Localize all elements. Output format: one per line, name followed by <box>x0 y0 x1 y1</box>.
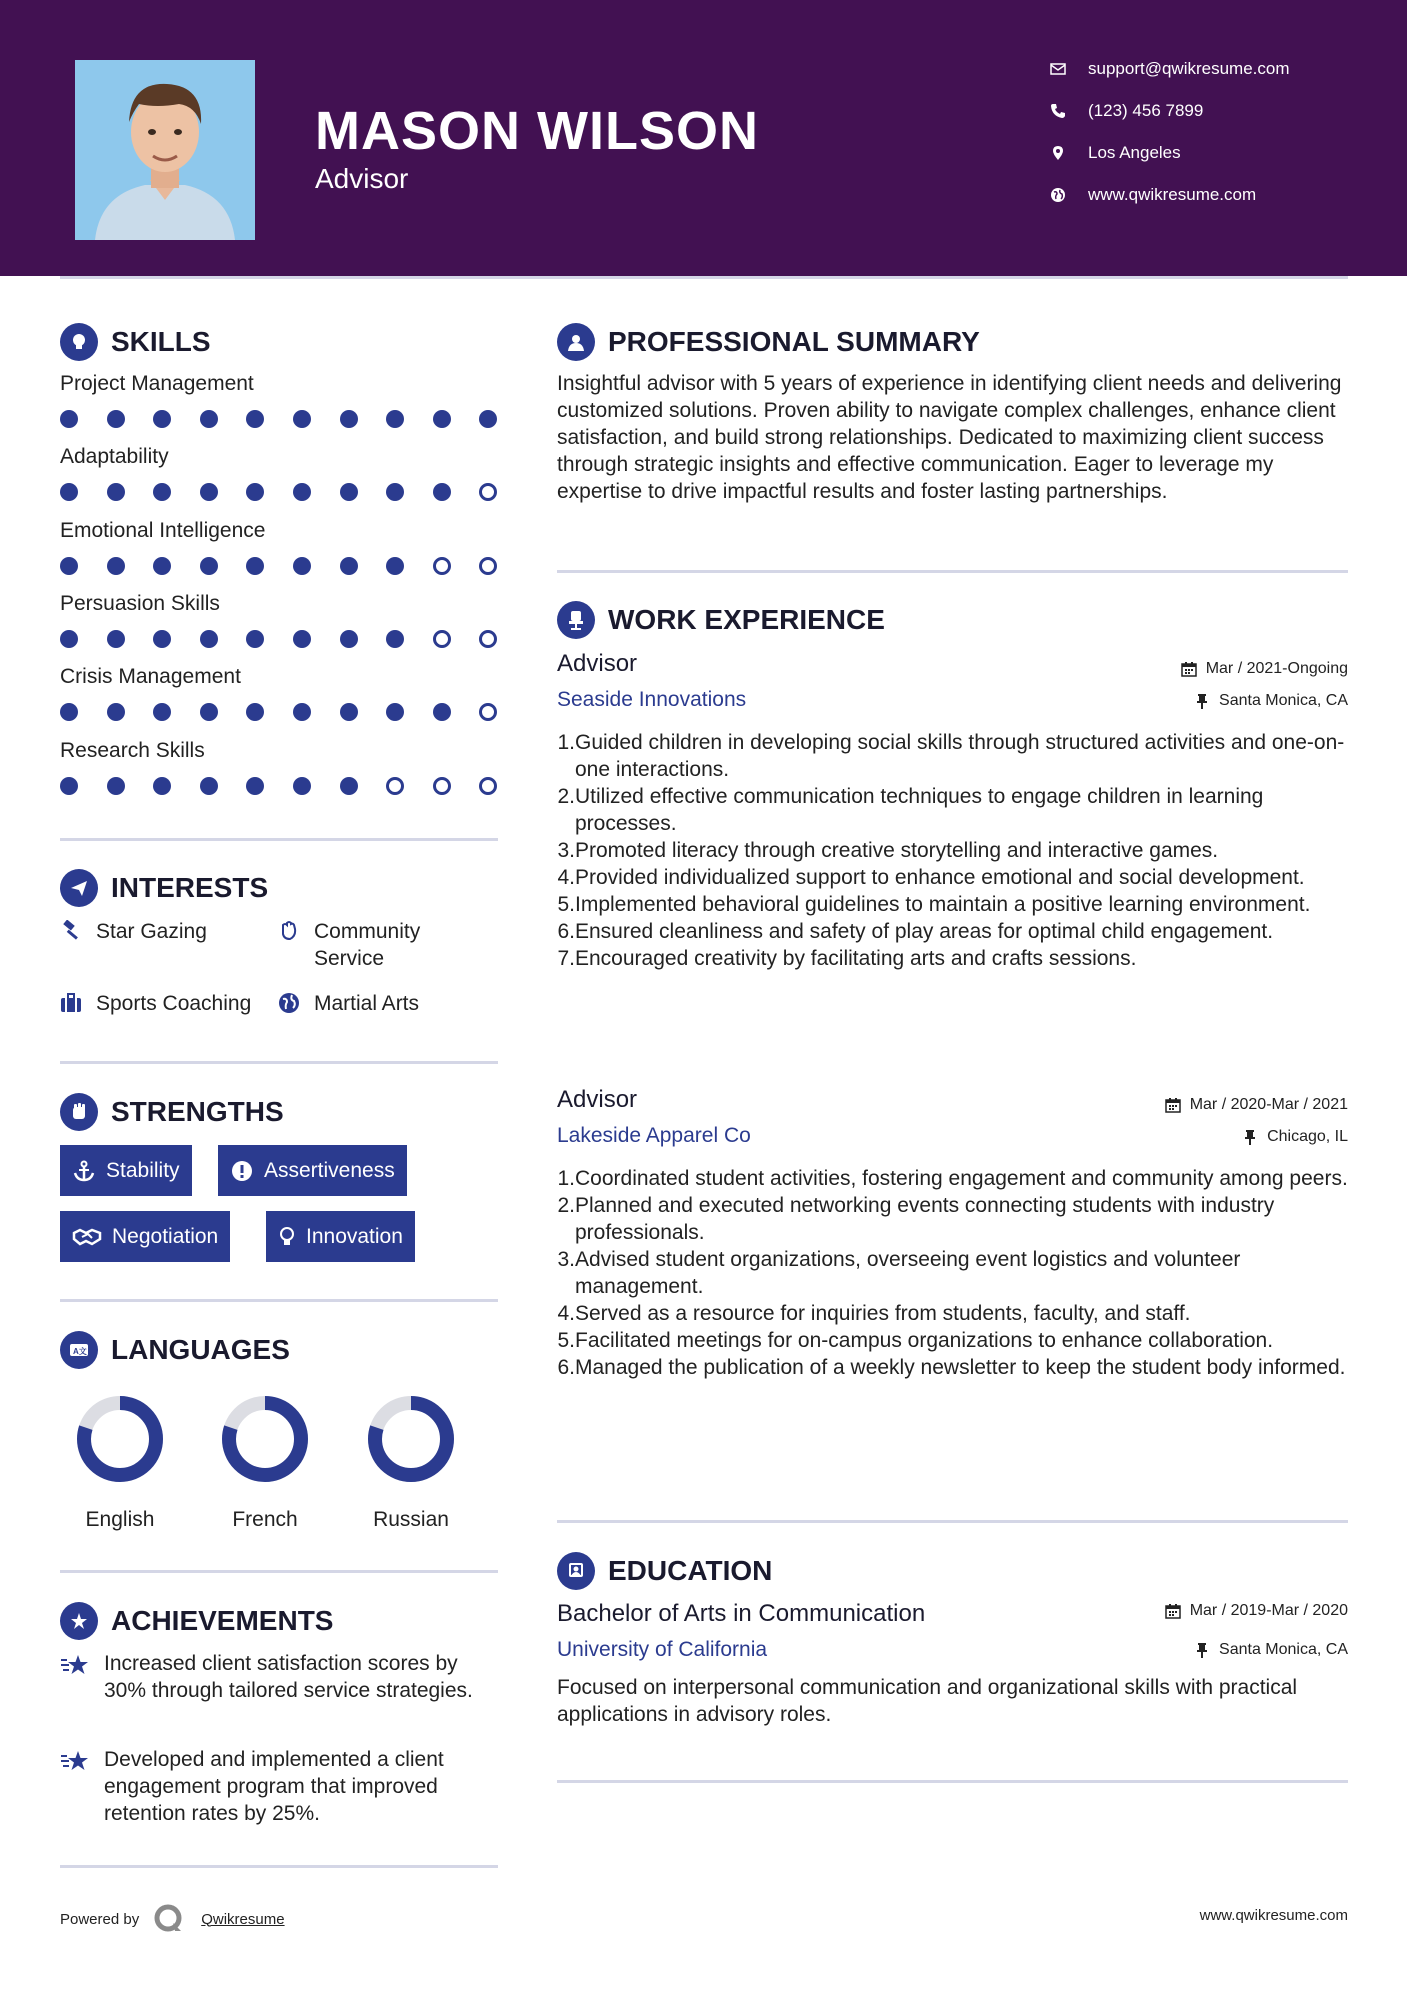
briefcase-icon <box>60 992 82 1014</box>
pushpin-icon <box>1194 693 1210 709</box>
bullet-number: 4. <box>557 1302 575 1325</box>
strengths-divider <box>60 1299 498 1302</box>
rating-dot-filled <box>107 630 125 648</box>
rating-dot-filled <box>200 630 218 648</box>
skill-label: Adaptability <box>60 445 169 468</box>
experience-heading-text: WORK EXPERIENCE <box>608 604 885 635</box>
rating-dot-filled <box>293 483 311 501</box>
footer-website[interactable]: www.qwikresume.com <box>1199 1907 1348 1924</box>
handshake-icon <box>72 1225 102 1249</box>
job-bullet <box>553 945 1353 972</box>
bullet-text: Promoted literacy through creative storytelling and interactive games. <box>575 839 1219 862</box>
bullet-number: 7. <box>557 947 575 970</box>
rating-dot-filled <box>386 703 404 721</box>
achievement-text: Developed and implemented a client engagement program that improved retention rates by 25%. <box>104 1748 444 1825</box>
profile-photo <box>75 60 255 240</box>
contact-website[interactable] <box>1050 185 1256 205</box>
achievements-heading <box>60 1602 333 1640</box>
candidate-name: MASON WILSON <box>315 101 759 161</box>
job-bullet <box>553 729 1353 783</box>
rating-dot-filled <box>200 703 218 721</box>
rating-dot-filled <box>340 777 358 795</box>
interest-item <box>60 918 207 945</box>
language-proficiency-ring <box>367 1395 455 1483</box>
user-icon <box>557 323 595 361</box>
bullet-text: Encouraged creativity by facilitating arts and crafts sessions. <box>575 947 1137 970</box>
qwikresume-logo-icon <box>153 1903 185 1935</box>
strength-label: Assertiveness <box>264 1158 395 1182</box>
bullet-number: 3. <box>557 839 575 862</box>
rating-dot-filled <box>60 410 78 428</box>
contact-email-text: support@qwikresume.com <box>1088 59 1290 78</box>
rating-dot-filled <box>386 630 404 648</box>
job-bullet <box>553 1192 1353 1246</box>
skills-heading <box>60 323 211 361</box>
bullet-text: Ensured cleanliness and safety of play areas for optimal child engagement. <box>575 920 1274 943</box>
rating-dot-filled <box>60 777 78 795</box>
strengths-heading <box>60 1093 284 1131</box>
header-divider <box>60 276 1348 279</box>
graduate-icon <box>557 1552 595 1590</box>
job-bullet <box>553 918 1353 945</box>
rating-dot-filled <box>107 777 125 795</box>
footer-powered-by <box>60 1903 285 1935</box>
achievements-heading-text: ACHIEVEMENTS <box>111 1605 334 1636</box>
rating-dot-filled <box>340 557 358 575</box>
star-badge-icon <box>60 1602 98 1640</box>
achievements-divider <box>60 1865 498 1868</box>
job-bullet <box>553 1300 1353 1327</box>
rating-dot-filled <box>107 483 125 501</box>
job-title: Advisor <box>557 650 638 677</box>
job-company: Lakeside Apparel Co <box>557 1124 751 1147</box>
interest-item <box>278 918 478 972</box>
contact-phone[interactable] <box>1050 101 1203 121</box>
rating-dot-filled <box>386 483 404 501</box>
education-degree: Bachelor of Arts in Communication <box>557 1600 926 1627</box>
summary-heading-text: PROFESSIONAL SUMMARY <box>608 326 980 357</box>
rating-dot-filled <box>153 483 171 501</box>
job-dates <box>1165 1096 1348 1114</box>
svg-text:A文: A文 <box>73 1347 87 1356</box>
job-bullets <box>553 729 1353 972</box>
summary-text: Insightful advisor with 5 years of experience in identifying client needs and delivering customized solutions. Proven ability to navigate complex challenges, enhance client satisfaction, and build strong relationships. Dedicated to maximizing client success through strategic insights and effective communication. Eager to leverage my expertise to drive impactful results and foster lasting partnerships. <box>557 372 1342 503</box>
strength-badge <box>60 1211 230 1262</box>
interests-heading-text: INTERESTS <box>111 872 269 903</box>
experience-divider <box>557 1520 1348 1523</box>
rating-dot-filled <box>60 557 78 575</box>
pushpin-icon <box>1194 1642 1210 1658</box>
bullet-number: 4. <box>557 866 575 889</box>
contact-location-text: Los Angeles <box>1088 143 1181 162</box>
interests-divider <box>60 1061 498 1064</box>
rating-dot-filled <box>340 630 358 648</box>
job-location-text: Chicago, IL <box>1267 1128 1348 1145</box>
job-dates-text: Mar / 2021-Ongoing <box>1205 660 1348 677</box>
rating-dot-filled <box>200 483 218 501</box>
strength-badge <box>60 1145 192 1196</box>
exclamation-icon <box>230 1159 254 1183</box>
rating-dot-empty <box>433 557 451 575</box>
interest-label: Star Gazing <box>96 920 207 943</box>
hand-icon <box>278 920 300 942</box>
interest-item <box>278 990 419 1017</box>
language-item <box>341 1395 481 1532</box>
paper-plane-icon <box>60 869 98 907</box>
globe-icon <box>278 992 300 1014</box>
gavel-icon <box>60 920 82 942</box>
language-label: French <box>232 1508 298 1531</box>
education-dates <box>1165 1602 1348 1620</box>
rating-dot-filled <box>200 557 218 575</box>
language-item <box>50 1395 190 1532</box>
lightbulb-icon <box>278 1225 296 1249</box>
rating-dot-filled <box>293 557 311 575</box>
job-location <box>1242 1128 1348 1146</box>
interest-label: Community Service <box>314 920 421 970</box>
bullet-number: 6. <box>557 920 575 943</box>
language-proficiency-ring <box>76 1395 164 1483</box>
rating-dot-empty <box>479 557 497 575</box>
interests-heading <box>60 869 268 907</box>
rating-dot-filled <box>433 703 451 721</box>
rating-dot-filled <box>246 410 264 428</box>
strength-badge <box>266 1211 415 1262</box>
calendar-icon <box>1165 1097 1181 1113</box>
language-icon <box>60 1331 98 1369</box>
achievement-text: Increased client satisfaction scores by 30% through tailored service strategies. <box>104 1652 473 1702</box>
achievement-item <box>60 1746 500 1827</box>
globe-icon <box>1050 187 1066 203</box>
education-heading <box>557 1552 772 1590</box>
rating-dot-empty <box>386 777 404 795</box>
candidate-title: Advisor <box>315 163 409 194</box>
language-label: English <box>85 1508 155 1531</box>
skill-label: Emotional Intelligence <box>60 519 266 542</box>
anchor-icon <box>72 1159 96 1183</box>
skill-rating <box>60 630 498 650</box>
rating-dot-filled <box>153 777 171 795</box>
shooting-star-icon <box>60 1748 92 1776</box>
rating-dot-filled <box>107 703 125 721</box>
calendar-icon <box>1165 1603 1181 1619</box>
rating-dot-filled <box>433 410 451 428</box>
rating-dot-filled <box>479 410 497 428</box>
language-label: Russian <box>373 1508 449 1531</box>
bullet-number: 2. <box>557 1194 575 1217</box>
job-bullet <box>553 783 1353 837</box>
skill-label: Project Management <box>60 372 254 395</box>
rating-dot-filled <box>107 410 125 428</box>
bullet-number: 5. <box>557 1329 575 1352</box>
bullet-text: Utilized effective communication techniques to engage children in learning processes. <box>575 785 1264 835</box>
skill-rating <box>60 703 498 723</box>
contact-location <box>1050 143 1181 163</box>
rating-dot-filled <box>340 483 358 501</box>
rating-dot-empty <box>433 630 451 648</box>
rating-dot-filled <box>60 703 78 721</box>
rating-dot-filled <box>60 483 78 501</box>
envelope-icon <box>1050 61 1066 77</box>
education-location-text: Santa Monica, CA <box>1219 1641 1348 1658</box>
skill-rating <box>60 410 498 430</box>
bullet-text: Implemented behavioral guidelines to maintain a positive learning environment. <box>575 893 1311 916</box>
rating-dot-filled <box>107 557 125 575</box>
job-bullet <box>553 1165 1353 1192</box>
rating-dot-empty <box>433 777 451 795</box>
skill-rating <box>60 557 498 577</box>
bullet-number: 5. <box>557 893 575 916</box>
bullet-text: Provided individualized support to enhance emotional and social development. <box>575 866 1305 889</box>
rating-dot-filled <box>293 410 311 428</box>
job-bullets <box>553 1165 1353 1381</box>
rating-dot-filled <box>293 777 311 795</box>
skill-label: Research Skills <box>60 739 205 762</box>
job-dates <box>1181 660 1348 678</box>
job-bullet <box>553 891 1353 918</box>
office-chair-icon <box>557 601 595 639</box>
job-bullet <box>553 837 1353 864</box>
rating-dot-filled <box>293 703 311 721</box>
rating-dot-filled <box>246 777 264 795</box>
rating-dot-filled <box>246 703 264 721</box>
rating-dot-filled <box>386 557 404 575</box>
rating-dot-empty <box>479 483 497 501</box>
education-heading-text: EDUCATION <box>608 1555 773 1586</box>
bullet-text: Coordinated student activities, fostering engagement and community among peers. <box>575 1167 1348 1190</box>
brand-link[interactable]: Qwikresume <box>201 1910 285 1928</box>
strength-label: Stability <box>106 1158 180 1182</box>
summary-heading <box>557 323 980 361</box>
rating-dot-filled <box>246 483 264 501</box>
job-location <box>1194 692 1348 710</box>
bullet-number: 2. <box>557 785 575 808</box>
bullet-number: 3. <box>557 1248 575 1271</box>
languages-heading <box>60 1331 290 1369</box>
bullet-text: Advised student organizations, overseeing event logistics and volunteer management. <box>575 1248 1241 1298</box>
strength-label: Innovation <box>306 1224 403 1248</box>
lightbulb-icon <box>60 323 98 361</box>
rating-dot-empty <box>479 630 497 648</box>
education-school: University of California <box>557 1638 768 1661</box>
rating-dot-filled <box>60 630 78 648</box>
contact-website-text: www.qwikresume.com <box>1088 185 1257 204</box>
bullet-text: Served as a resource for inquiries from students, faculty, and staff. <box>575 1302 1191 1325</box>
interest-label: Sports Coaching <box>96 992 252 1015</box>
bullet-text: Planned and executed networking events connecting students with industry professionals. <box>575 1194 1275 1244</box>
skill-rating <box>60 483 498 503</box>
rating-dot-filled <box>340 410 358 428</box>
phone-icon <box>1050 103 1066 119</box>
map-pin-icon <box>1050 145 1066 161</box>
rating-dot-empty <box>479 703 497 721</box>
bullet-text: Guided children in developing social skills through structured activities and one-on-one interactions. <box>575 731 1345 781</box>
rating-dot-filled <box>246 630 264 648</box>
skill-label: Crisis Management <box>60 665 241 688</box>
language-item <box>195 1395 335 1532</box>
bullet-number: 1. <box>557 1167 575 1190</box>
rating-dot-filled <box>153 557 171 575</box>
pushpin-icon <box>1242 1129 1258 1145</box>
skill-label: Persuasion Skills <box>60 592 220 615</box>
shooting-star-icon <box>60 1652 92 1680</box>
rating-dot-filled <box>153 703 171 721</box>
rating-dot-filled <box>386 410 404 428</box>
languages-divider <box>60 1570 498 1573</box>
job-title: Advisor <box>557 1086 638 1113</box>
bullet-text: Facilitated meetings for on-campus organizations to enhance collaboration. <box>575 1329 1274 1352</box>
skill-rating <box>60 777 498 797</box>
rating-dot-empty <box>479 777 497 795</box>
strength-label: Negotiation <box>112 1224 219 1248</box>
rating-dot-filled <box>246 557 264 575</box>
achievement-item <box>60 1650 500 1704</box>
person-portrait-icon <box>75 60 255 240</box>
summary-divider <box>557 570 1348 573</box>
rating-dot-filled <box>293 630 311 648</box>
job-bullet <box>553 1246 1353 1300</box>
languages-heading-text: LANGUAGES <box>111 1334 290 1365</box>
rating-dot-filled <box>200 410 218 428</box>
strengths-heading-text: STRENGTHS <box>111 1096 284 1127</box>
calendar-icon <box>1181 661 1197 677</box>
experience-heading <box>557 601 885 639</box>
contact-phone-text: (123) 456 7899 <box>1088 101 1204 120</box>
rating-dot-filled <box>153 410 171 428</box>
job-dates-text: Mar / 2020-Mar / 2021 <box>1189 1096 1348 1113</box>
education-divider <box>557 1780 1348 1783</box>
rating-dot-filled <box>340 703 358 721</box>
bullet-number: 6. <box>557 1356 575 1379</box>
strength-badge <box>218 1145 407 1196</box>
powered-by-text: Powered by <box>60 1910 140 1928</box>
rating-dot-filled <box>153 630 171 648</box>
job-company: Seaside Innovations <box>557 688 747 711</box>
bullet-number: 1. <box>557 731 575 754</box>
education-location <box>1194 1641 1348 1659</box>
language-proficiency-ring <box>221 1395 309 1483</box>
education-description: Focused on interpersonal communication and organizational skills with practical applications in advisory roles. <box>557 1676 1298 1726</box>
job-bullet <box>553 1354 1353 1381</box>
fist-icon <box>60 1093 98 1131</box>
skills-divider <box>60 838 498 841</box>
interest-label: Martial Arts <box>314 992 420 1015</box>
job-bullet <box>553 1327 1353 1354</box>
rating-dot-filled <box>433 483 451 501</box>
contact-email[interactable] <box>1050 59 1290 79</box>
interest-item <box>60 990 251 1017</box>
skills-heading-text: SKILLS <box>111 326 211 357</box>
header-banner <box>0 0 1407 276</box>
job-location-text: Santa Monica, CA <box>1219 692 1348 709</box>
bullet-text: Managed the publication of a weekly newsletter to keep the student body informed. <box>575 1356 1346 1379</box>
job-bullet <box>553 864 1353 891</box>
education-dates-text: Mar / 2019-Mar / 2020 <box>1189 1602 1348 1619</box>
rating-dot-filled <box>200 777 218 795</box>
